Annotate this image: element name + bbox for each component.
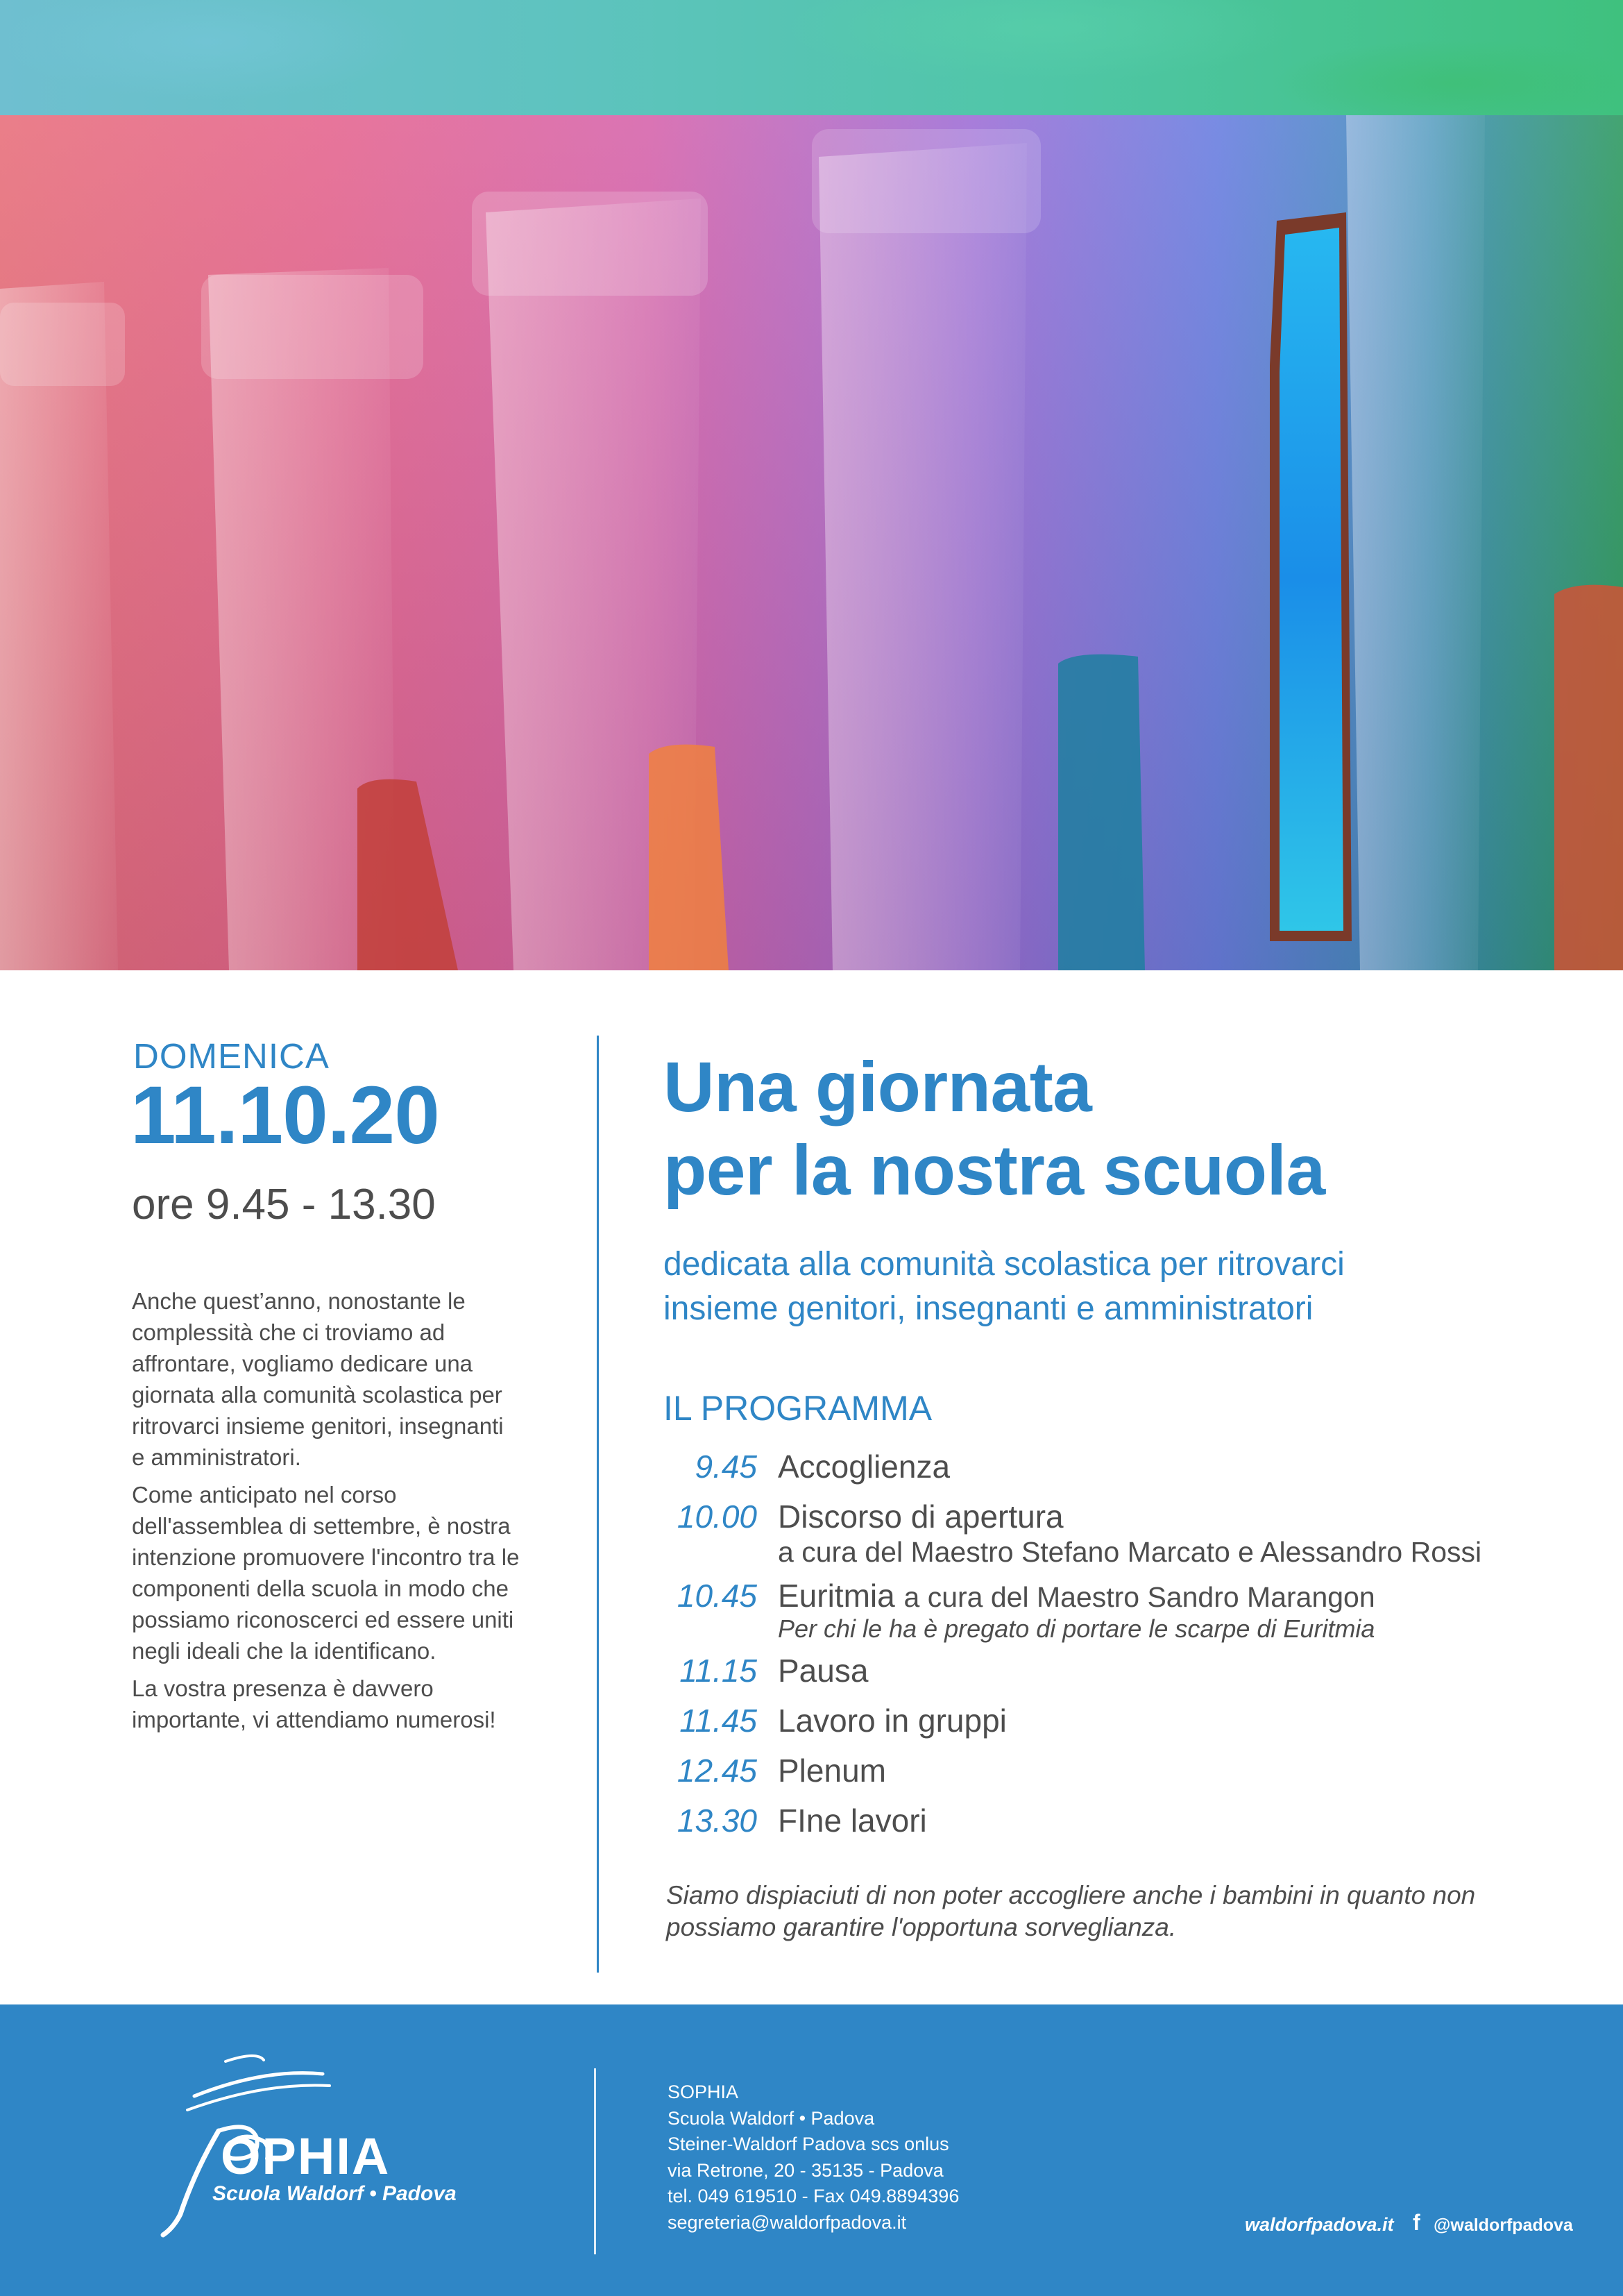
- contact-line: Scuola Waldorf • Padova: [668, 2107, 875, 2129]
- closing-note: Siamo dispiaciuti di non poter accogliere anche i bambini in quanto non possiamo garantire l'opportuna sorveglianza.: [666, 1881, 1476, 1941]
- program-time: 9.45: [695, 1449, 757, 1485]
- program-label: FIne lavori: [778, 1803, 927, 1839]
- program-item: [663, 1698, 1593, 1744]
- program-label: Euritmia: [778, 1578, 895, 1614]
- program-label: Discorso di apertura: [778, 1499, 1064, 1535]
- program-item: [663, 1798, 1593, 1843]
- program-time: 10.00: [677, 1499, 757, 1535]
- title-line: Una giornata: [663, 1047, 1092, 1126]
- facebook-handle[interactable]: @waldorfpadova: [1434, 2215, 1573, 2235]
- event-date: 11.10.20: [130, 1070, 439, 1161]
- program-list: [663, 1444, 1593, 1848]
- subtitle: [663, 1242, 1345, 1331]
- program-label: Lavoro in gruppi: [778, 1703, 1007, 1739]
- contact-address: via Retrone, 20 - 35135 - Padova: [668, 2159, 944, 2181]
- subtitle-line: insieme genitori, insegnanti e amministratori: [663, 1290, 1314, 1327]
- program-item: [663, 1494, 1593, 1569]
- program-item: [663, 1748, 1593, 1793]
- subtitle-line: dedicata alla comunità scolastica per ritrovarci: [663, 1246, 1345, 1283]
- program-time: 11.45: [679, 1703, 757, 1739]
- watercolor-band: [0, 0, 1623, 115]
- footer-divider: [594, 2068, 596, 2254]
- program-label: Plenum: [778, 1753, 886, 1789]
- program-time: 11.15: [679, 1653, 757, 1689]
- logo-wordmark: OPHIA: [221, 2127, 391, 2185]
- page-title: [663, 1045, 1325, 1212]
- event-day: DOMENICA: [133, 1036, 330, 1076]
- contact-block: [668, 2079, 959, 2236]
- column-divider: [597, 1036, 599, 1973]
- contact-line: Steiner-Waldorf Padova scs onlus: [668, 2134, 949, 2154]
- contact-name: SOPHIA: [668, 2082, 739, 2102]
- contact-phone: tel. 049 619510 - Fax 049.8894396: [668, 2186, 960, 2206]
- website-link[interactable]: waldorfpadova.it: [1245, 2214, 1394, 2235]
- program-time: 13.30: [677, 1803, 757, 1839]
- event-time: ore 9.45 - 13.30: [132, 1181, 436, 1229]
- program-time: 10.45: [677, 1578, 757, 1614]
- program-item: [663, 1444, 1593, 1489]
- program-label: Accoglienza: [778, 1449, 951, 1485]
- facebook-icon[interactable]: f: [1413, 2210, 1420, 2235]
- intro-paragraph: Anche quest’anno, nonostante le complessità che ci troviamo ad affrontare, vogliamo dedicare una giornata alla comunità scolastica per ritrovarci insieme genitori, insegnanti e amministratori.: [132, 1288, 504, 1470]
- program-label: Pausa: [778, 1653, 869, 1689]
- program-time: 12.45: [677, 1753, 757, 1789]
- program-item: [663, 1573, 1593, 1644]
- program-label-line: [778, 1573, 1593, 1620]
- program-sublabel: a cura del Maestro Stefano Marcato e Alessandro Rossi: [778, 1536, 1482, 1568]
- logo-subtitle: Scuola Waldorf • Padova: [212, 2182, 457, 2205]
- intro-paragraph: Come anticipato nel corso dell'assemblea di settembre, è nostra intenzione promuovere l'incontro tra le componenti della scuola in modo che possiamo riconoscerci ed essere uniti negli ideali che la identificano.: [132, 1482, 520, 1664]
- contact-email[interactable]: segreteria@waldorfpadova.it: [668, 2211, 907, 2233]
- intro-paragraph: La vostra presenza è davvero importante, vi attendiamo numerosi!: [132, 1675, 496, 1732]
- program-note: Per chi le ha è pregato di portare le scarpe di Euritmia: [778, 1614, 1375, 1643]
- title-line: per la nostra scuola: [663, 1131, 1325, 1210]
- program-item: [663, 1648, 1593, 1694]
- program-extra: a cura del Maestro Sandro Marangon: [903, 1581, 1375, 1613]
- intro-text: [132, 1285, 520, 1741]
- program-heading: IL PROGRAMMA: [663, 1389, 933, 1428]
- hero-photo: [0, 115, 1623, 970]
